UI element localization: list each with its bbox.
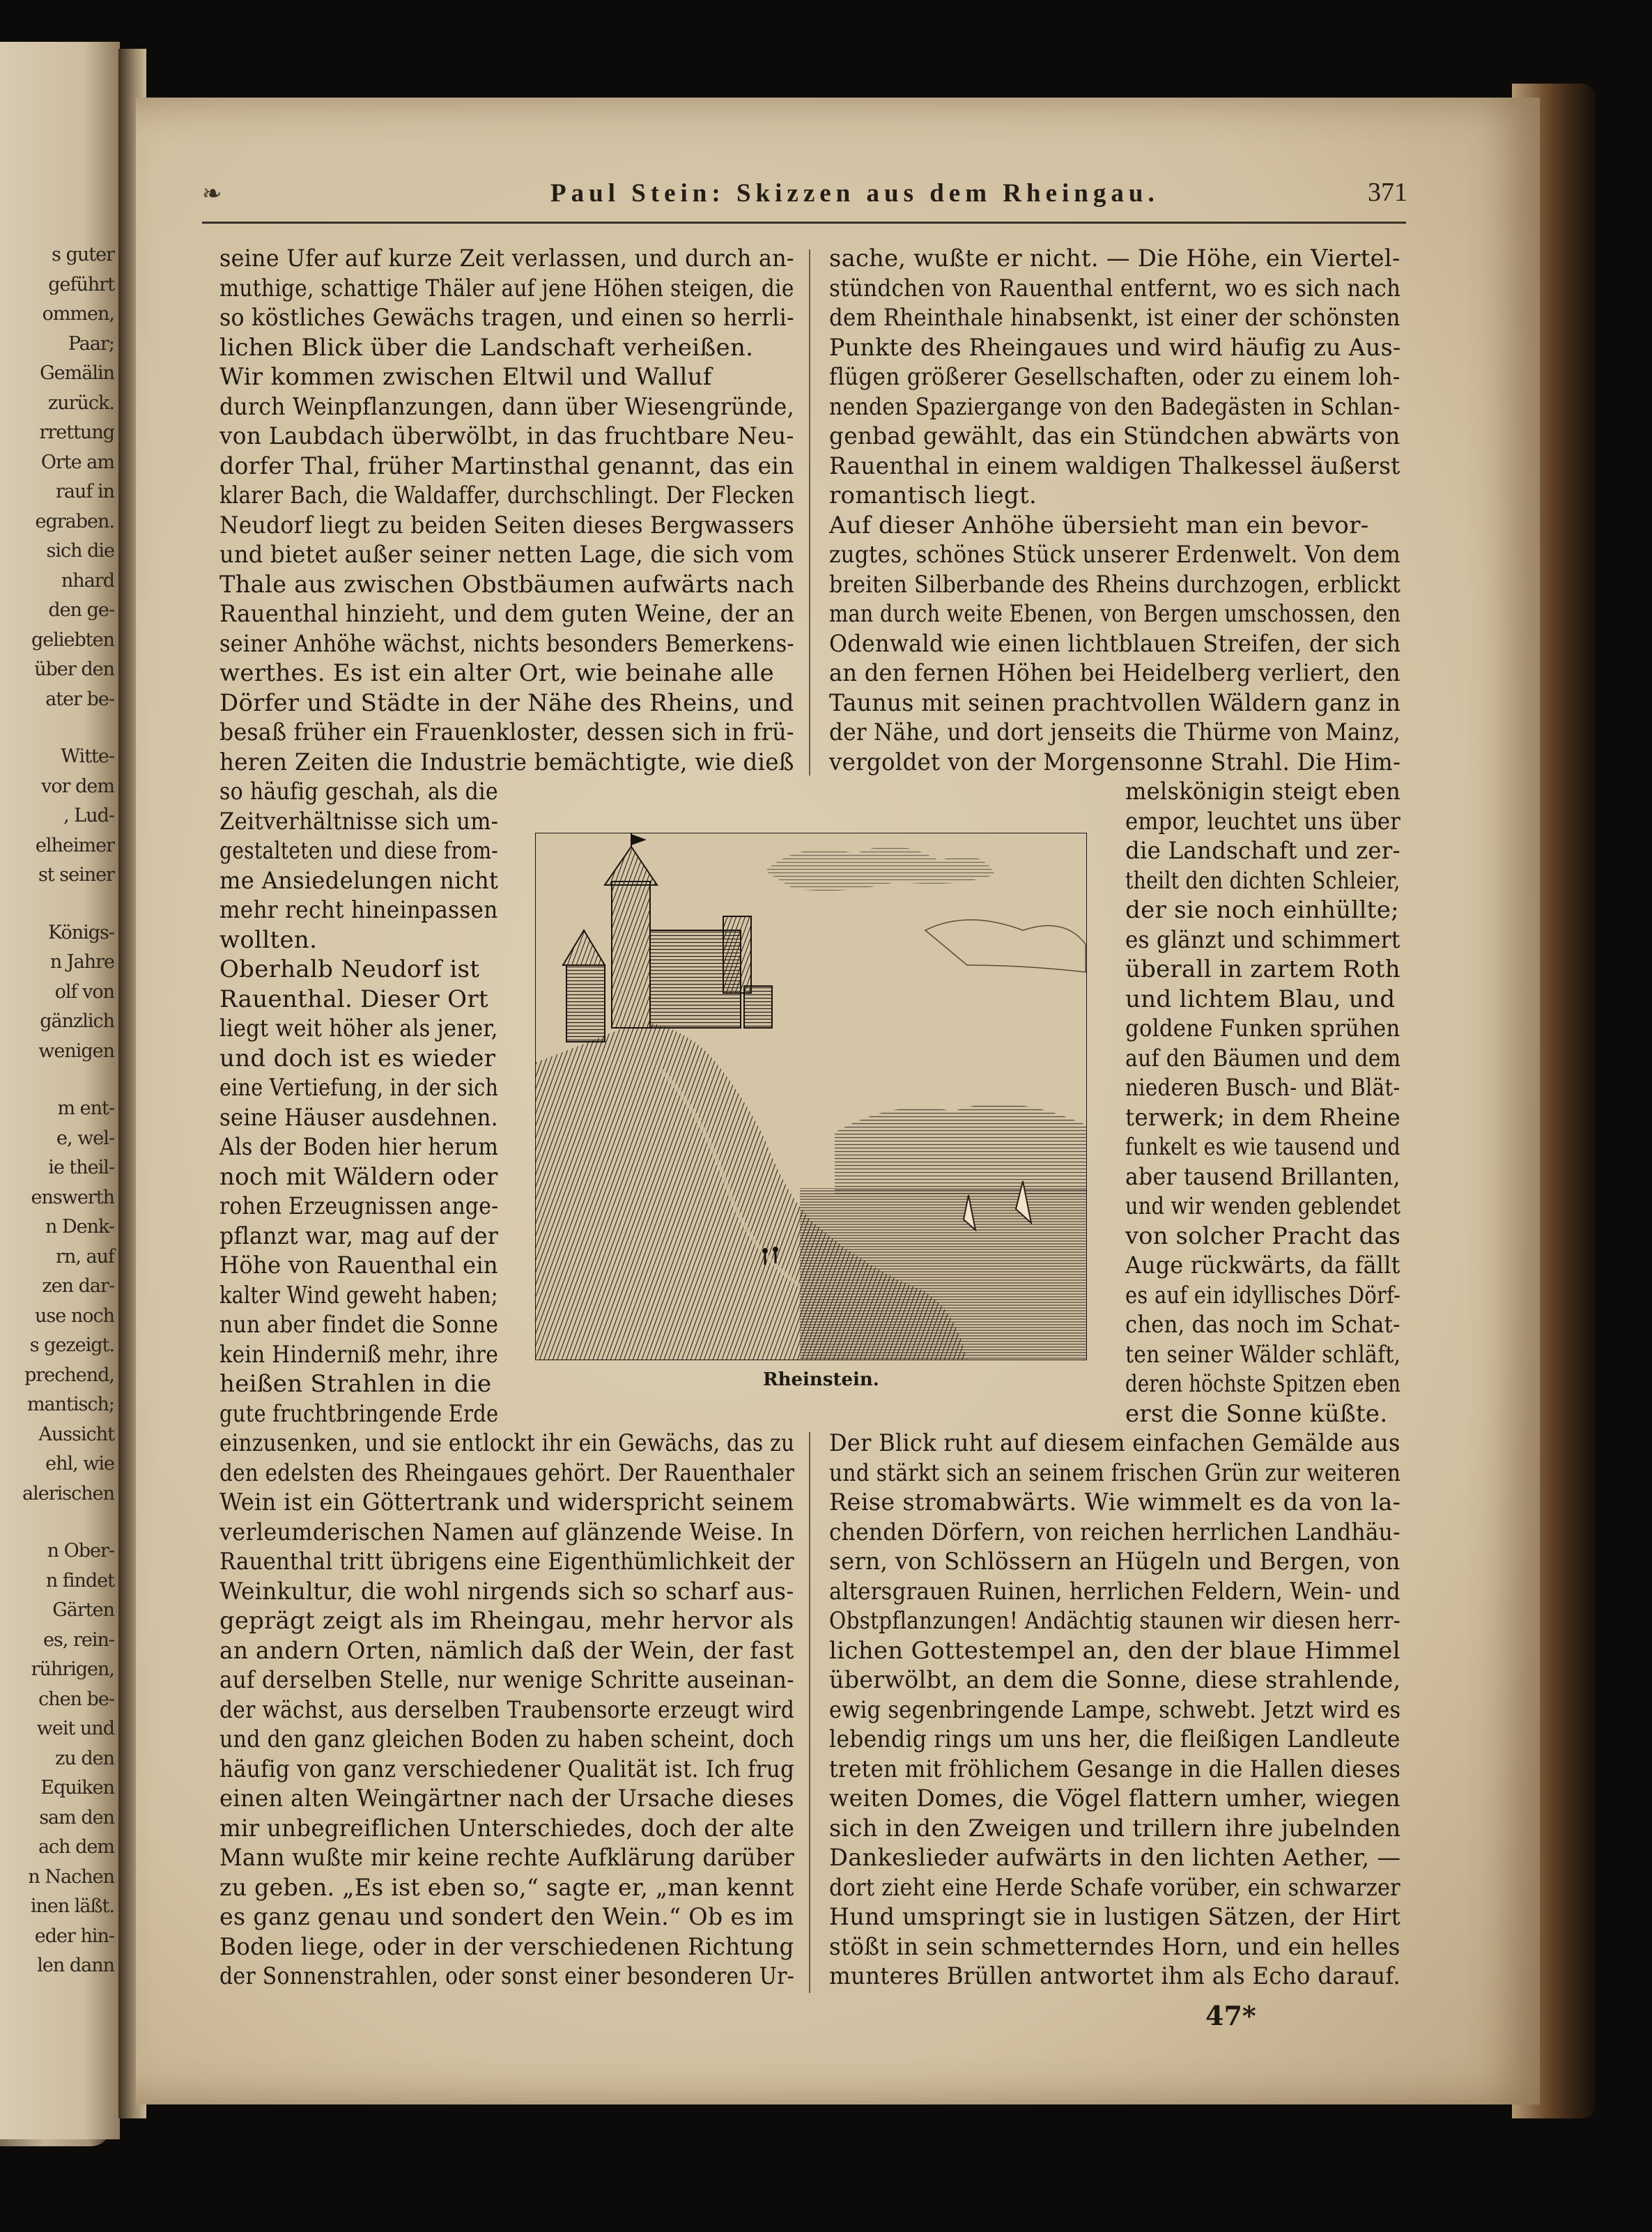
left-column-narrow-line: kalter Wind geweht haben; [219,1281,498,1309]
facing-page-text: Aussicht [38,1423,114,1445]
facing-page-text: Equiken [40,1777,114,1799]
facing-page-text: m ent- [57,1098,114,1119]
left-column-top-line: durch Weinpflanzungen, dann über Wiesengründe, [219,392,794,421]
facing-page-text: geliebten [31,629,114,651]
facing-page-text: enswerth [31,1186,114,1208]
right-column-top-line: nenden Spaziergange von den Badegästen in Schlan- [829,392,1400,421]
left-column-top-line: dorfer Thal, früher Martinsthal genannt, das ein [219,452,794,480]
left-column-narrow-line: Oberhalb Neudorf ist [219,955,480,983]
right-column-top-line: dem Rheinthale hinabsenkt, ist einer der schönsten [829,304,1400,332]
left-column-bottom-line: zu geben. „Es ist eben so,“ sagte er, „man kennt [219,1873,794,1902]
facing-page-text: geführt [48,273,114,295]
left-column-narrow-line: rohen Erzeugnissen ange- [219,1192,499,1220]
left-column-bottom-line: geprägt zeigt als im Rheingau, mehr hervor als [219,1607,794,1635]
facing-page-text: len dann [37,1955,114,1976]
facing-page-text: rührigen, [31,1658,114,1680]
left-column-bottom-line: verleumderischen Namen auf glänzende Weise. In [219,1518,794,1546]
facing-page-text: wenigen [38,1040,114,1062]
right-column-bottom-line: lichen Gottestempel an, den der blaue Himmel [829,1636,1400,1665]
right-column-top-line: breiten Silberbande des Rheins durchzogen, erblickt [829,570,1401,599]
right-column-top-line: Auf dieser Anhöhe übersieht man ein bevor- [829,511,1369,539]
facing-page-text: n Nachen [28,1865,114,1888]
right-column-bottom-line: Dankeslieder aufwärts in den lichten Aether, — [829,1844,1401,1872]
left-column-top-line: besaß früher ein Frauenkloster, dessen sich in frü- [219,718,794,746]
facing-page-text: rauf in [56,481,114,502]
right-column-narrow-line: melskönigin steigt eben [1125,778,1401,806]
left-column-top-line: Neudorf liegt zu beiden Seiten dieses Bergwassers [219,511,795,539]
facing-page-text: ach dem [38,1836,114,1858]
left-column-top-line: klarer Bach, die Waldaffer, durchschlingt. Der Flecken [219,482,795,509]
left-column-narrow-line: noch mit Wäldern oder [219,1162,498,1191]
right-column-narrow-line: die Landschaft und zer- [1125,837,1400,865]
facing-page-text: weit und [36,1718,114,1739]
left-column-bottom-line: auf derselben Stelle, nur wenige Schritte auseinan- [219,1666,794,1694]
facing-page-text: Witte- [61,746,114,767]
left-column-narrow-line: und doch ist es wieder [219,1044,496,1072]
right-column-narrow-line: und wir wenden geblendet [1125,1192,1401,1220]
facing-page-text: n Ober- [47,1540,114,1562]
left-column-top-line: heren Zeiten die Industrie bemächtigte, wie dieß [219,748,794,776]
right-column-bottom-line: chenden Dörfern, von reichen herrlichen Landhäu- [829,1518,1400,1546]
facing-page-text: inen läßt. [30,1895,114,1917]
left-column-narrow-line: seine Häuser ausdehnen. [219,1103,498,1132]
facing-page-text: über den [34,659,114,680]
right-column-bottom-line: Obstpflanzungen! Andächtig staunen wir diesen herr- [829,1607,1400,1635]
right-column-top-line: Taunus mit seinen prachtvollen Wäldern ganz in [829,688,1401,717]
left-column-narrow-line: gestalteten und diese from- [219,837,499,865]
facing-page-text: Gemälin [40,362,114,384]
left-column-bottom-line: der Sonnenstrahlen, oder sonst einer besonderen Ur- [219,1962,795,1990]
facing-page-text: n Denk- [45,1216,114,1238]
signature-mark: 47* [1205,2000,1256,2031]
facing-page-text: prechend, [24,1364,114,1386]
right-column-narrow-line: funkelt es wie tausend und [1125,1133,1400,1161]
right-column-top-line: stündchen von Rauenthal entfernt, wo es sich nach [829,274,1401,302]
left-column-top-line: muthige, schattige Thäler auf jene Höhen steigen, die [219,274,794,302]
facing-page-text: vor dem [41,775,114,797]
left-column-bottom-line: Mann wußte mir keine rechte Aufklärung darüber [219,1844,795,1872]
left-column-top-line: lichen Blick über die Landschaft verheißen. [219,333,754,362]
right-column-top-line: vergoldet von der Morgensonne Strahl. Die Him- [829,748,1401,776]
facing-page-text: alerischen [22,1482,114,1504]
left-column-narrow-line: Höhe von Rauenthal ein [219,1252,498,1279]
facing-page-text: nhard [61,569,114,592]
left-column-narrow-line: heißen Strahlen in die [219,1370,492,1398]
facing-page-text: use noch [35,1304,114,1327]
facing-page-text: ie theil- [48,1157,114,1178]
facing-page-text: ater be- [45,688,114,710]
facing-page-text: ehl, wie [45,1453,114,1475]
facing-page-text: egraben. [35,510,114,532]
left-column-narrow-line: Als der Boden hier herum [219,1133,499,1161]
facing-page-text: zurück. [48,392,114,414]
rheinstein-engraving [535,833,1087,1360]
right-column-bottom-line: sern, von Schlössern an Hügeln und Bergen, von [829,1548,1400,1576]
right-column-bottom-line: lebendig rings um uns her, die fleißigen Landleute [829,1725,1400,1753]
column-divider-top [809,249,810,776]
facing-page-text: gänzlich [40,1010,114,1032]
right-column-narrow-line: es auf ein idyllisches Dörf- [1125,1281,1401,1309]
left-column-bottom-line: an andern Orten, nämlich daß der Wein, der fast [219,1636,794,1665]
left-column-narrow-line: so häufig geschah, als die [219,778,498,806]
right-column-bottom-line: munteres Brüllen antwortet ihm als Echo darauf. [829,1962,1401,1990]
left-column-top-line: Rauenthal hinzieht, und dem guten Weine, der an [219,600,795,628]
illustration-caption: Rheinstein. [763,1369,879,1390]
facing-page-text: st seiner [38,864,114,886]
right-column-narrow-line: es glänzt und schimmert [1125,925,1400,954]
facing-page-text: Königs- [48,921,114,944]
left-column-narrow-line: nun aber findet die Sonne [219,1311,499,1339]
left-column-narrow-line: Rauenthal. Dieser Ort [219,985,488,1013]
left-column-narrow-line: kein Hinderniß mehr, ihre [219,1340,499,1369]
right-column-top-line: Rauenthal in einem waldigen Thalkessel äußerst [829,452,1400,480]
right-column-bottom-line: dort zieht eine Herde Schafe vorüber, ein schwarzer [829,1873,1400,1902]
left-column-bottom-line: Boden liege, oder in der verschiedenen Richtung [219,1932,794,1961]
facing-page-text: zu den [55,1747,114,1769]
right-column-bottom-line: treten mit fröhlichem Gesange in die Hallen dieses [829,1755,1401,1783]
right-column-narrow-line: chen, das noch im Schat- [1125,1311,1400,1339]
left-column-narrow-line: wollten. [219,925,318,954]
left-column-narrow-line: pflanzt war, mag auf der [219,1222,499,1250]
left-column-top-line: so köstliches Gewächs tragen, und einen so herrli- [219,304,794,332]
facing-page-text: s gezeigt. [29,1334,114,1356]
facing-page-text: , Lud- [63,805,114,826]
facing-page-fragment [0,42,120,2139]
left-column-bottom-line: es ganz genau und sondert den Wein.“ Ob es im [219,1903,794,1931]
running-header [202,174,1407,216]
left-column-top-line: von Laubdach überwölbt, in das fruchtbare Neu- [219,422,794,450]
right-column-narrow-line: empor, leuchtet uns über [1125,807,1401,836]
left-column-narrow-line: liegt weit höher als jener, [219,1015,498,1042]
left-column-narrow-line: eine Vertiefung, in der sich [219,1074,499,1102]
facing-page-text: rn, auf [56,1245,114,1268]
left-column-bottom-line: Rauenthal tritt übrigens eine Eigenthümlichkeit der [219,1548,794,1576]
left-column-bottom-line: den edelsten des Rheingaues gehört. Der Rauenthaler [219,1459,795,1487]
facing-page-text: chen be- [38,1688,114,1710]
right-column-narrow-line: Auge rückwärts, da fällt [1125,1252,1400,1279]
right-column-narrow-line: terwerk; in dem Rheine [1125,1103,1401,1132]
facing-page-text: rrettung [39,422,114,443]
facing-page-text: zen dar- [42,1275,114,1297]
right-column-narrow-line: von solcher Pracht das [1125,1222,1401,1250]
right-column-bottom-line: überwölbt, an dem die Sonne, diese strahlende, [829,1666,1401,1694]
left-column-bottom-line: mir unbegreiflichen Unterschiedes, doch der alte [219,1814,795,1842]
left-column-top-line: Wir kommen zwischen Eltwil und Walluf [219,363,712,391]
left-column-narrow-line: Zeitverhältnisse sich um- [219,807,499,836]
left-column-bottom-line: einen alten Weingärtner nach der Ursache dieses [219,1785,794,1812]
left-column-bottom-line: häufig von ganz verschiedener Qualität ist. Ich frug [219,1755,795,1783]
right-column-top-line: an den fernen Höhen bei Heidelberg verliert, den [829,659,1400,687]
facing-page-text: s guter [52,244,114,265]
right-column-narrow-line: erst die Sonne küßte. [1125,1399,1388,1428]
right-column-narrow-line: überall in zartem Roth [1125,955,1400,983]
right-column-narrow-line: der sie noch einhüllte; [1125,896,1399,924]
facing-page-text: elheimer [35,834,114,856]
column-divider-bottom [809,1432,810,1993]
right-column-bottom-line: sich in den Zweigen und trillern ihre jubelnden [829,1814,1401,1842]
left-column-bottom-line: und den ganz gleichen Boden zu haben scheint, doch [219,1725,795,1753]
running-title: Paul Stein: Skizzen aus dem Rheingau. [550,179,1159,208]
right-column-bottom-line: und stärkt sich an seinem frischen Grün zur weiteren [829,1459,1401,1487]
facing-page-text: Gärten [52,1599,114,1621]
facing-page-text: eder hin- [34,1925,114,1947]
page-number: 371 [1368,178,1407,207]
facing-page-text: es, rein- [43,1629,114,1651]
right-column-narrow-line: ten seiner Wälder schläft, [1125,1340,1401,1369]
left-column-top-line: seine Ufer auf kurze Zeit verlassen, und durch an- [219,245,794,272]
left-column-bottom-line: Wein ist ein Göttertrank und widerspricht seinem [219,1488,794,1516]
header-ornament-icon: ❧ [202,180,222,208]
left-column-bottom-line: Weinkultur, die wohl nirgends sich so scharf aus- [219,1577,794,1606]
facing-page-text: olf von [54,980,114,1003]
right-column-narrow-line: goldene Funken sprühen [1125,1015,1400,1042]
right-column-narrow-line: theilt den dichten Schleier, [1125,866,1400,895]
left-column-top-line: Thale aus zwischen Obstbäumen aufwärts nach [219,570,795,599]
right-column-narrow-line: auf den Bäumen und dem [1125,1044,1401,1072]
right-column-top-line: man durch weite Ebenen, von Bergen umschossen, den [829,600,1401,628]
right-column-bottom-line: weiten Domes, die Vögel flattern umher, wiegen [829,1785,1400,1812]
right-column-bottom-line: Der Blick ruht auf diesem einfachen Gemälde aus [829,1429,1400,1457]
right-column-top-line: romantisch liegt. [829,482,1037,509]
right-column-bottom-line: Reise stromabwärts. Wie wimmelt es da von la- [829,1488,1401,1516]
right-column-top-line: Punkte des Rheingaues und wird häufig zu Aus- [829,333,1401,362]
right-column-narrow-line: niederen Busch- und Blät- [1125,1074,1400,1102]
left-column-top-line: Dörfer und Städte in der Nähe des Rheins, und [219,688,794,717]
right-column-narrow-line: deren höchste Spitzen eben [1125,1370,1401,1398]
right-column-narrow-line: und lichtem Blau, und [1125,985,1396,1013]
facing-page-text: n findet [45,1569,114,1592]
facing-page-text: ommen, [42,303,114,325]
facing-page-text: Paar; [68,332,114,355]
right-column-top-line: flügen größerer Gesellschaften, oder zu einem loh- [829,363,1400,391]
right-column-narrow-line: aber tausend Brillanten, [1125,1162,1400,1191]
right-column-top-line: der Nähe, und dort jenseits die Thürme von Mainz, [829,718,1400,746]
facing-page-text: mantisch; [26,1394,114,1415]
left-column-narrow-line: gute fruchtbringende Erde [219,1399,499,1428]
right-column-bottom-line: Hund umspringt sie in lustigen Sätzen, der Hirt [829,1903,1401,1931]
facing-page-text: e, wel- [56,1127,114,1149]
right-column-bottom-line: altersgrauen Ruinen, herrlichen Feldern, Wein- und [829,1577,1400,1606]
left-column-top-line: werthes. Es ist ein alter Ort, wie beinahe alle [219,659,775,687]
facing-page-text: sam den [39,1806,114,1829]
right-column-bottom-line: ewig segenbringende Lampe, schwebt. Jetzt wird es [829,1695,1401,1724]
right-column-top-line: genbad gewählt, das ein Stündchen abwärts von [829,422,1400,450]
right-column-top-line: sache, wußte er nicht. — Die Höhe, ein Viertel- [829,245,1400,272]
left-column-top-line: seiner Anhöhe wächst, nichts besonders Bemerkens- [219,629,794,658]
right-column-top-line: zugtes, schönes Stück unserer Erdenwelt. Von dem [829,541,1401,569]
facing-page-text: sich die [46,540,114,562]
right-column-bottom-line: stößt in sein schmetterndes Horn, und ein helles [829,1932,1400,1961]
facing-page-text: den ge- [48,599,114,621]
header-rule [202,222,1406,224]
left-column-bottom-line: einzusenken, und sie entlockt ihr ein Gewächs, das zu [219,1429,795,1457]
left-column-narrow-line: mehr recht hineinpassen [219,896,498,924]
facing-page-text: Orte am [40,451,114,473]
left-column-top-line: und bietet außer seiner netten Lage, die sich vom [219,541,794,569]
left-column-narrow-line: me Ansiedelungen nicht [219,866,499,895]
right-column-top-line: Odenwald wie einen lichtblauen Streifen, der sich [829,629,1401,658]
facing-page-text: n Jahre [49,951,114,973]
left-column-bottom-line: der wächst, aus derselben Traubensorte erzeugt wird [219,1695,795,1724]
